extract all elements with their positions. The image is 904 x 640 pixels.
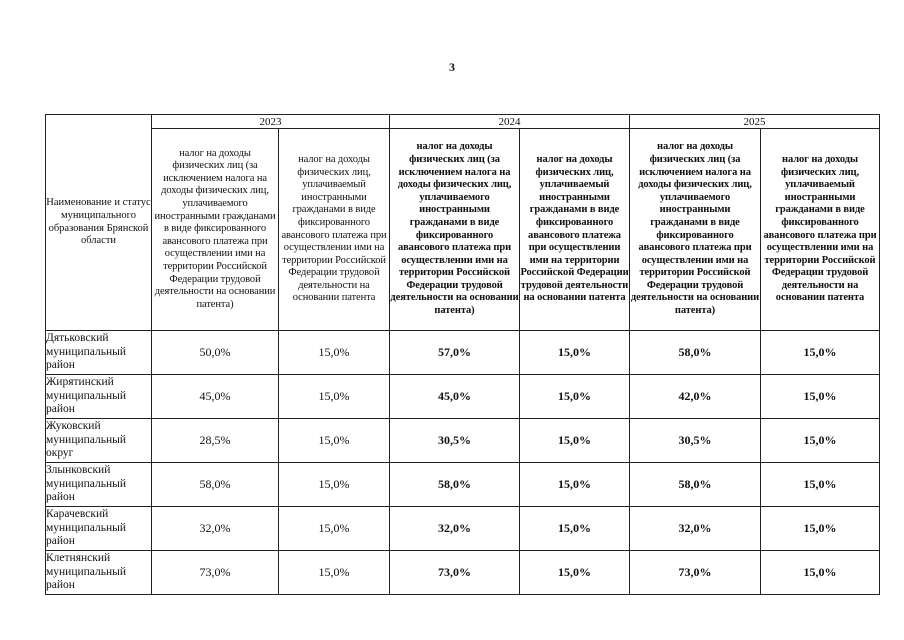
table-row [46, 375, 880, 419]
rate-cell: 15,0% [761, 551, 880, 595]
rate-cell: 15,0% [761, 331, 880, 375]
rate-cell: 45,0% [152, 375, 279, 419]
rate-cell: 57,0% [390, 331, 520, 375]
table-row [46, 419, 880, 463]
tax-header-2025-general: налог на доходы физических лиц (за исключением налога на доходы физических лиц, уплачиваемого иностранными гражданами в виде фиксированного авансового платежа при осуществлении ими на территории Российской Федерации трудовой деятельности на основании патента) [630, 129, 761, 331]
year-header-2024: 2024 [390, 115, 630, 129]
rate-cell: 73,0% [152, 551, 279, 595]
tax-header-2024-general: налог на доходы физических лиц (за исключением налога на доходы физических лиц, уплачиваемого иностранными гражданами в виде фиксированного авансового платежа при осуществлении ими на территории Российской Федерации трудовой деятельности на основании патента) [390, 129, 520, 331]
municipality-name: Карачевский муниципальный район [46, 507, 152, 551]
rate-cell: 30,5% [390, 419, 520, 463]
table-row [46, 507, 880, 551]
table-row [46, 331, 880, 375]
rate-cell: 15,0% [761, 463, 880, 507]
year-header-2023: 2023 [152, 115, 390, 129]
tax-header-2023-patent: налог на доходы физических лиц, уплачиваемый иностранными гражданами в виде фиксированного авансового платежа при осуществлении ими на территории Российской Федерации трудовой деятельности на основании патента [279, 129, 390, 331]
rate-cell: 73,0% [630, 551, 761, 595]
tax-header-2024-patent: налог на доходы физических лиц, уплачиваемый иностранными гражданами в виде фиксированного авансового платежа при осуществлении ими на территории Российской Федерации трудовой деятельности на основании патента [520, 129, 630, 331]
rate-cell: 15,0% [520, 463, 630, 507]
rate-cell: 28,5% [152, 419, 279, 463]
rate-cell: 32,0% [390, 507, 520, 551]
page-number: 3 [449, 60, 455, 74]
rate-cell: 32,0% [630, 507, 761, 551]
rate-cell: 15,0% [761, 375, 880, 419]
tax-header-2025-patent: налог на доходы физических лиц, уплачиваемый иностранными гражданами в виде фиксированного авансового платежа при осуществлении ими на территории Российской Федерации трудовой деятельности на основании патента [761, 129, 880, 331]
table-row [46, 463, 880, 507]
rate-cell: 58,0% [630, 331, 761, 375]
municipality-name: Дятьковский муниципальный район [46, 331, 152, 375]
tax-type-header-row [46, 129, 880, 331]
year-header-row [46, 115, 880, 129]
municipality-name: Клетнянский муниципальный район [46, 551, 152, 595]
rate-cell: 15,0% [761, 419, 880, 463]
tax-header-2023-general: налог на доходы физических лиц (за исключением налога на доходы физических лиц, уплачиваемого иностранными гражданами в виде фиксированного авансового платежа при осуществлении ими на территории Российской Федерации трудовой деятельности на основании патента) [152, 129, 279, 331]
rate-cell: 15,0% [279, 375, 390, 419]
rate-cell: 15,0% [520, 551, 630, 595]
rate-cell: 50,0% [152, 331, 279, 375]
municipality-name: Жирятинский муниципальный район [46, 375, 152, 419]
rate-cell: 15,0% [279, 507, 390, 551]
municipality-name: Жуковский муниципальный округ [46, 419, 152, 463]
rate-cell: 58,0% [152, 463, 279, 507]
rate-cell: 73,0% [390, 551, 520, 595]
rate-cell: 58,0% [630, 463, 761, 507]
municipality-name: Злынковский муниципальный район [46, 463, 152, 507]
tax-rate-table [45, 114, 880, 595]
rate-cell: 15,0% [279, 551, 390, 595]
rate-cell: 42,0% [630, 375, 761, 419]
rate-cell: 15,0% [520, 507, 630, 551]
rate-cell: 45,0% [390, 375, 520, 419]
rate-cell: 15,0% [279, 331, 390, 375]
rate-cell: 32,0% [152, 507, 279, 551]
rate-cell: 15,0% [520, 419, 630, 463]
rate-cell: 15,0% [520, 331, 630, 375]
rate-cell: 15,0% [279, 463, 390, 507]
rate-cell: 15,0% [761, 507, 880, 551]
rate-cell: 15,0% [279, 419, 390, 463]
municipality-column-header: Наименование и статус муниципального образования Брянской области [46, 115, 152, 331]
rate-cell: 58,0% [390, 463, 520, 507]
rate-cell: 30,5% [630, 419, 761, 463]
table-row [46, 551, 880, 595]
rate-cell: 15,0% [520, 375, 630, 419]
year-header-2025: 2025 [630, 115, 880, 129]
